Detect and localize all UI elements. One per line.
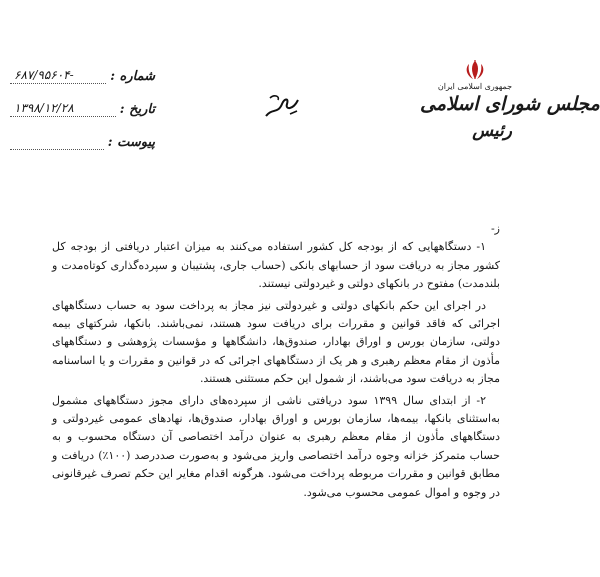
clause-marker: ز-	[490, 222, 500, 235]
number-value: ۶۸۷/۹۵۶۰۴-	[10, 67, 106, 84]
number-row	[10, 62, 155, 84]
date-label: تاریخ :	[119, 102, 155, 117]
attachment-row	[10, 128, 155, 150]
country-name: جمهوری اسلامی ایران	[437, 82, 513, 91]
attachment-label: پیوست :	[107, 135, 155, 150]
signature-scribble	[262, 90, 302, 122]
date-row	[10, 95, 155, 117]
letter-body	[52, 220, 500, 502]
paragraph-2: در اجرای این حکم بانکهای دولتی و غیردولتی نیز مجاز به پرداخت سود به حساب دستگاههای اجرائی که فاقد قوانین و مقررات برای دریافت سود هستند، نمی‌باشند. بانکها، شرکتهای بیمه دولتی، سازمان بورس و اوراق بهادار، صندوق‌ها، دانشگاهها و مؤسسات پژوهشی و دستگاههای مأذون از مقام معظم رهبری و هر یک از دستگاههای اجرائی که در قوانین و مقررات و یا اساسنامه مجاز به دریافت سود می‌باشند، از شمول این حکم مستثنی هستند.	[52, 298, 501, 386]
number-label: شماره :	[110, 69, 155, 84]
signatory-title: رئیس	[472, 121, 512, 141]
organization-header	[420, 60, 600, 141]
date-value: ۱۳۹۸/۱۲/۲۸	[10, 100, 116, 117]
paragraph-3: ۲- از ابتدای سال ۱۳۹۹ سود دریافتی ناشی از سپرده‌های دارای مجوز دستگاههای مشمول به‌استثنای بانکها، بیمه‌ها، سازمان بورس و اوراق بهادار، صندوق‌ها، نهادهای عمومی غیردولتی و دستگاههای مأذون از مقام معظم رهبری به عنوان درآمد اختصاصی آن دستگاه محسوب و به حساب متمرکز خزانه وجوه درآمد اختصاصی واریز می‌شود و به‌صورت صددرصد (۱۰۰٪) دریافت و مطابق قوانین و مقررات مربوطه پرداخت می‌شود. هرگونه اقدام مغایر این حکم تصرف غیرقانونی در وجوه و اموال عمومی محسوب می‌شود.	[52, 393, 500, 499]
paragraph-1: ۱- دستگاههایی که از بودجه کل کشور استفاده می‌کنند به میزان اعتبار دریافتی از بودجه کل کشور مجاز به دریافت سود از حسابهای بانکی (حساب جاری، پشتیبان و سپرده‌گذاری کوتاه‌مدت و بلندمدت) مفتوح در بانکهای دولتی و غیردولتی نیستند.	[52, 240, 500, 291]
letter-meta	[10, 62, 155, 161]
attachment-value	[10, 133, 104, 150]
emblem-icon	[462, 60, 488, 80]
organization-name: مجلس شورای اسلامی	[420, 93, 600, 115]
